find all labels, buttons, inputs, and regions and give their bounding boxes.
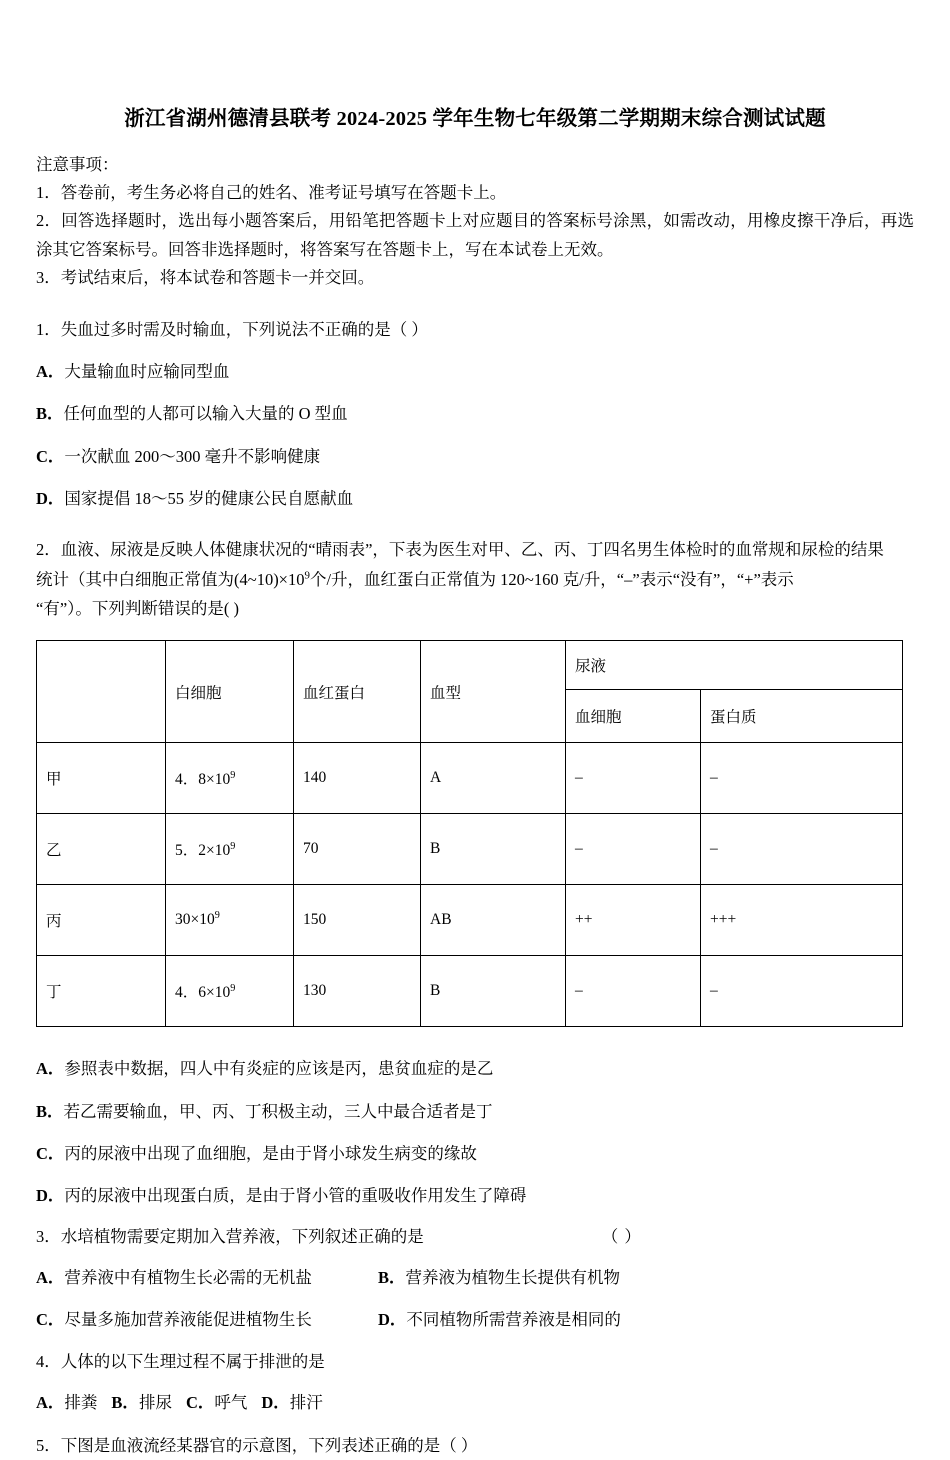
stem-segment: 个/升，血红蛋白正常值为 120 [309,569,525,589]
table-row [37,743,903,814]
option-letter: B． [36,1101,64,1121]
cell-wbc [166,956,294,1027]
question-3-option-b [378,1263,914,1292]
question-4-option-d [261,1393,322,1412]
question-2-stem-line-2 [36,565,914,594]
option-text: 参照表中数据，四人中有炎症的应该是丙，患贫血症的是乙 [64,1059,494,1079]
table-header-row-main [37,641,903,690]
question-3 [36,1211,914,1334]
table-header-blood-type: 血型 [421,641,566,743]
option-letter: B． [378,1268,406,1288]
question-1-option-b [36,386,914,428]
question-1-option-d [36,471,914,513]
cell-urine-cell: – [566,743,701,814]
wbc-value: 4．6×10 [175,984,231,1002]
cell-urine-protein: – [701,956,903,1027]
question-2-stem-line-3: “有”）。下列判断错误的是( ) [36,599,240,619]
wbc-value: 4．8×10 [175,771,231,789]
question-4-options [36,1376,914,1417]
question-1-option-c [36,429,914,471]
question-3-options-row-1 [36,1251,914,1292]
question-2-option-c [36,1126,914,1168]
range-tilde: ~ [524,569,534,589]
cell-urine-cell: ++ [566,885,701,956]
table-header-urine-group: 尿液 [566,641,903,690]
option-letter: C． [185,1393,215,1413]
table-row [37,885,903,956]
option-letter: C． [36,446,65,466]
cell-subject-name: 丁 [37,956,166,1027]
option-text: 国家提倡 18～55 岁的健康公民自愿献血 [64,488,354,508]
page-title: 浙江省湖州德清县联考 2024-2025 学年生物七年级第二学期期末综合测试试题 [124,108,826,130]
question-1-stem: 1．失血过多时需及时输血，下列说法不正确的是（ ） [36,319,428,339]
question-2-option-d [36,1168,914,1210]
cell-blood-type: B [421,956,566,1027]
question-2 [36,535,914,1211]
option-text: 丙的尿液中出现蛋白质，是由于肾小管的重吸收作用发生了障碍 [64,1186,527,1206]
range-tilde: ~ [247,569,257,589]
wbc-value: 5．2×10 [175,842,231,860]
option-text: 排汗 [289,1393,323,1413]
question-4-option-a [36,1393,97,1412]
option-text: 任何血型的人都可以输入大量的 O 型血 [63,404,348,424]
cell-subject-name: 丙 [37,885,166,956]
option-letter: B． [111,1393,139,1413]
option-text: 排粪 [64,1393,98,1413]
wbc-value: 30×10 [175,911,215,929]
question-3-option-a [36,1263,378,1292]
cell-hemoglobin: 150 [294,885,421,956]
option-letter: D． [36,488,65,508]
option-text: 若乙需要输血，甲、丙、丁积极主动，三人中最合适者是丁 [63,1101,493,1121]
stem-segment: 10)×10 [256,569,305,589]
question-3-stem [36,1222,914,1251]
exponent: 9 [214,910,220,922]
option-text: 呼气 [214,1393,248,1413]
table-header-name [37,641,166,743]
cell-hemoglobin: 130 [294,956,421,1027]
question-2-stem-line-1: 2．血液、尿液是反映人体健康状况的“晴雨表”，下表为医生对甲、乙、丙、丁四名男生体检时的血常规和尿检的结果 [36,540,884,560]
cell-blood-type: A [421,743,566,814]
question-1 [36,315,914,514]
table-header-urine-protein: 蛋白质 [701,690,903,743]
stem-segment: 统计（其中白细胞正常值为(4 [36,569,248,589]
option-letter: A． [36,1059,65,1079]
option-letter: C． [36,1309,65,1329]
question-3-option-c [36,1305,378,1334]
option-text: 不同植物所需营养液是相同的 [406,1309,621,1329]
cell-wbc [166,814,294,885]
exponent: 9 [304,569,310,582]
question-3-stem-text: 3．水培植物需要定期加入营养液，下列叙述正确的是 [36,1226,424,1246]
option-letter: C． [36,1144,65,1164]
question-2-option-b [36,1084,914,1126]
question-4 [36,1334,914,1418]
table-row [37,956,903,1027]
exponent: 9 [230,983,236,995]
cell-urine-protein: – [701,743,903,814]
option-letter: B． [36,404,64,424]
table-header-urine-cell: 血细胞 [566,690,701,743]
question-3-options-row-2 [36,1293,914,1334]
option-text: 排尿 [138,1393,172,1413]
cell-wbc [166,743,294,814]
cell-urine-protein: – [701,814,903,885]
cell-urine-protein: +++ [701,885,903,956]
blood-urine-test-table [36,640,903,1027]
cell-subject-name: 甲 [37,743,166,814]
cell-blood-type: B [421,814,566,885]
cell-hemoglobin: 70 [294,814,421,885]
option-letter: A． [36,1393,65,1413]
question-4-option-b [111,1393,172,1412]
question-5-stem: 5．下图是血液流经某器官的示意图，下列表述正确的是（ ） [36,1435,478,1455]
option-text: 大量输血时应输同型血 [64,361,230,381]
notice-section [36,151,914,293]
option-text: 尽量多施加营养液能促进植物生长 [64,1309,312,1329]
option-letter: D． [378,1309,407,1329]
answer-blank-paren: （ ） [601,1226,642,1246]
exponent: 9 [230,770,236,782]
question-2-option-a [36,1041,914,1083]
cell-urine-cell: – [566,814,701,885]
option-letter: D． [36,1186,65,1206]
notice-item-1: 1．答卷前，考生务必将自己的姓名、准考证号填写在答题卡上。 [36,183,507,203]
option-text: 营养液为植物生长提供有机物 [405,1268,621,1288]
cell-blood-type: AB [421,885,566,956]
option-letter: D． [261,1393,290,1413]
option-text: 一次献血 200～300 毫升不影响健康 [64,446,321,466]
question-4-stem: 4．人体的以下生理过程不属于排泄的是 [36,1351,325,1371]
table-row [37,814,903,885]
question-5 [36,1418,914,1460]
question-4-option-c [186,1393,247,1412]
cell-subject-name: 乙 [37,814,166,885]
option-text: 丙的尿液中出现了血细胞，是由于肾小球发生病变的缘故 [64,1144,477,1164]
option-letter: A． [36,361,65,381]
cell-wbc [166,885,294,956]
option-text: 营养液中有植物生长必需的无机盐 [64,1268,312,1288]
question-3-option-d [378,1305,914,1334]
stem-segment: 160 克/升，“–”表示“没有”，“+”表示 [533,569,794,589]
cell-hemoglobin: 140 [294,743,421,814]
notice-item-3: 3．考试结束后，将本试卷和答题卡一并交回。 [36,268,375,288]
table-header-hemoglobin: 血红蛋白 [294,641,421,743]
notice-heading: 注意事项： [36,154,119,174]
exponent: 9 [230,841,236,853]
question-1-option-a [36,344,914,386]
notice-item-2: 2．回答选择题时，选出每小题答案后，用铅笔把答题卡上对应题目的答案标号涂黑，如需改动，用橡皮擦干净后，再选涂其它答案标号。回答非选择题时，将答案写在答题卡上，写在本试卷上无效。 [36,211,914,259]
option-letter: A． [36,1268,65,1288]
table-header-wbc: 白细胞 [166,641,294,743]
cell-urine-cell: – [566,956,701,1027]
